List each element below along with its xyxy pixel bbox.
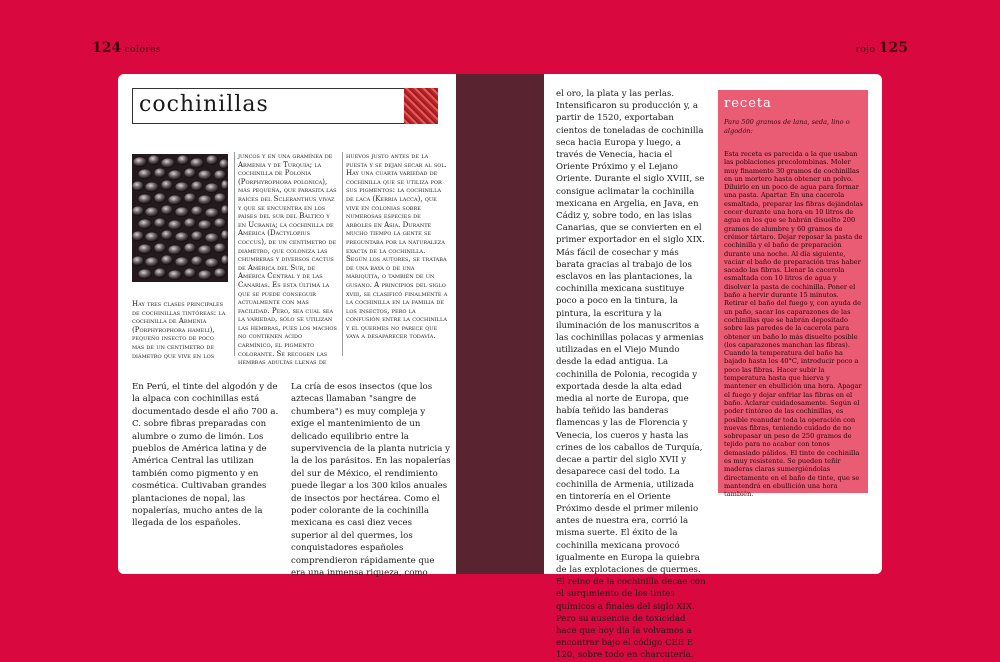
book-spine	[456, 74, 544, 574]
body-column-2: La cría de esos insectos (que los aztecas llamaban "sangre de chumbera") es muy compleja y exige el mantenimiento de un delicado equilibrio entre la supervivencia de la planta nutricia y la de los parásitos. En las nopalerías del sur de México, el rendimiento puede llegar a los 300 kilos anuales de insectos por hectárea. Como el poder colorante de la cochinilla mexicana es casi diez veces superior al del quermes, los conquistadores españoles comprendieron rápidamente que era una inmensa riqueza, como	[291, 382, 451, 579]
recipe-title: receta	[724, 96, 772, 111]
column-divider	[234, 152, 235, 356]
body-column-1: En Perú, el tinte del algodón y de la alpaca con cochinillas está documentado desde el año 700 a. C. sobre fibras preparadas con alumbre o zumo de limón. Los pueblos de América latina y de América Central las utilizan también como pigmento y en cosmética. Cultivaban grandes plantaciones de nopal, las nopalerías, mucho antes de la llegada de los españoles.	[132, 382, 279, 529]
sidebar-text-column-2: huevos justo antes de la puesta y se dejan secar al sol. Hay una cuarta variedad de cochinilla que se utiliza por sus pigmentos: la cochinilla de laca (Kerria lacca), que vive en colonias sobre numerosas especies de árboles en Asia. Durante mucho tiempo la gente se preguntaba por la naturaleza exacta de la cochinilla. Según los autores, se trataba de una baya o de una mariquita, o también de un gusano. A principios del siglo xviii, se clasificó finalmente a la cochinilla en la familia de los insectos, pero la confusión entre la cochinilla y el quermes no parece que vaya a desaparecer todavía.	[346, 152, 448, 341]
photo-caption: Hay tres clases principales de cochinillas tintóreas: la cochinilla de Armenia (Porphyrophora hameli), pequeño insecto de poco más de un centímetro de diámetro que vive en los	[132, 300, 226, 360]
page-number-right: 125	[878, 40, 908, 56]
page-number-left: 124	[92, 40, 122, 56]
title-box	[132, 88, 438, 124]
section-label-left: colores	[124, 45, 162, 55]
recipe-subtitle: Para 500 gramos de lana, seda, lino o algodón:	[724, 118, 850, 135]
section-label-right: rojo	[855, 45, 876, 55]
page-folio-left	[92, 40, 161, 56]
page-title: cochinillas	[139, 92, 269, 117]
cochineal-insects-photo	[132, 154, 228, 282]
color-swatch-icon	[404, 88, 438, 124]
left-page	[118, 74, 458, 579]
recipe-box	[718, 90, 868, 499]
recipe-body: Esta receta es parecida a la que usaban las poblaciones precolombinas. Moler muy finamente 30 gramos de cochinillas en un mortero hasta obtener un polvo. Diluirlo en un poco de agua para formar una pasta. Apartar. En una cacerola esmaltada, preparar las fibras dejándolas cocer durante una hora en 10 litros de agua en los que se habrán disuelto 200 gramos de alumbre y 60 gramos de crémor tártaro. Dejar reposar la pasta de cochinilla y el baño de preparación durante una noche. Al día siguiente, vaciar el baño de preparación tras haber sacado las fibras. Llenar la cacerola esmaltada con 10 litros de agua y disolver la pasta de cochinilla. Poner el baño a hervir durante 15 minutos. Retirar el baño del fuego y, con ayuda de un paño, sacar los caparazones de las cochinillas que se habrán depositado sobre las paredes de la cacerola para obtener un baño lo más disuelto posible (los caparazones manchan las fibras). Cuando la temperatura del baño ha bajado hasta los 40°C, introducir poco a poco las fibras. Hacer subir la temperatura hasta que hierva y mantener en ebullición una hora. Apagar el fuego y dejar enfriar las fibras en el baño. Aclarar cuidadosamente. Según el poder tintóreo de las cochinillas, es posible reanudar toda la operación con nuevas fibras, teniendo cuidado de no sobrepasar un peso de 250 gramos de tejido para no acabar con tonos demasiado pálidos. El tinte de cochinilla es muy resistente. Se pueden teñir maderas claras sumergiéndolas directamente en el baño de tinte, que se mantendrá en ebullición una hora también.	[724, 150, 863, 499]
sidebar-text-column-1: juncos y en una gramínea de Armenia y de Turquía; la cochinilla de Polonia (Porphyrophora polonica), más pequeña, que parasita las raíces del Scleranthus vivaz y que se encuentra en los países del sur del Báltico y en Ucrania; la cochinilla de América (Dactylopius coccus), de un centímetro de diámetro, que coloniza las chumberas y diversos cactus de América del Sur, de América Central y de las Canarias. Es esta última la que se puede conseguir actualmente con más facilidad. Pero, sea cual sea la variedad, sólo se utilizan las hembras, pues los machos no contienen ácido carmínico, el pigmento colorante. Se recogen las hembras adultas llenas de	[238, 152, 337, 367]
body-column-3: el oro, la plata y las perlas. Intensificaron su producción y, a partir de 1520, exportaban cientos de toneladas de cochinilla seca hacia Europa y luego, a través de Venecia, hacia el Oriente Próximo y el Lejano Oriente. Durante el siglo XVIII, se consigue aclimatar la cochinilla mexicana en Argelia, en Java, en Cádiz y, sobre todo, en las islas Canarias, que se convierten en el primer exportador en el siglo XIX. Más fácil de cosechar y más barata gracias al trabajo de los esclavos en las plantaciones, la cochinilla mexicana sustituye poco a poco en la tintura, la pintura, la escritura y la iluminación de los manuscritos a las cochinillas polacas y armenias utilizadas en el Viejo Mundo desde la edad antigua. La cochinilla de Polonia, recogida y exportada desde la alta edad media al norte de Europa, que había teñido las banderas flamencas y las de Florencia y Venecia, los cueros y hasta las crines de los caballos de Turquía, decae a partir del siglo XVII y desaparece casi del todo. La cochinilla de Armenia, utilizada en tintorería en el Oriente Próximo desde el primer milenio antes de nuestra era, corrió la misma suerte. El éxito de la cochinilla mexicana provocó igualmente en Europa la quiebra de las explotaciones de quermes. El reino de la cochinilla decae con el surgimiento de los tintes químicos a finales del siglo XIX. Pero su ausencia de toxicidad hace que hoy día la volvamos a encontrar bajo el código CEE E 120, sobre todo en charcutería.	[556, 89, 706, 661]
page-folio-right	[855, 40, 908, 56]
right-page	[544, 74, 882, 661]
column-divider	[342, 152, 343, 356]
